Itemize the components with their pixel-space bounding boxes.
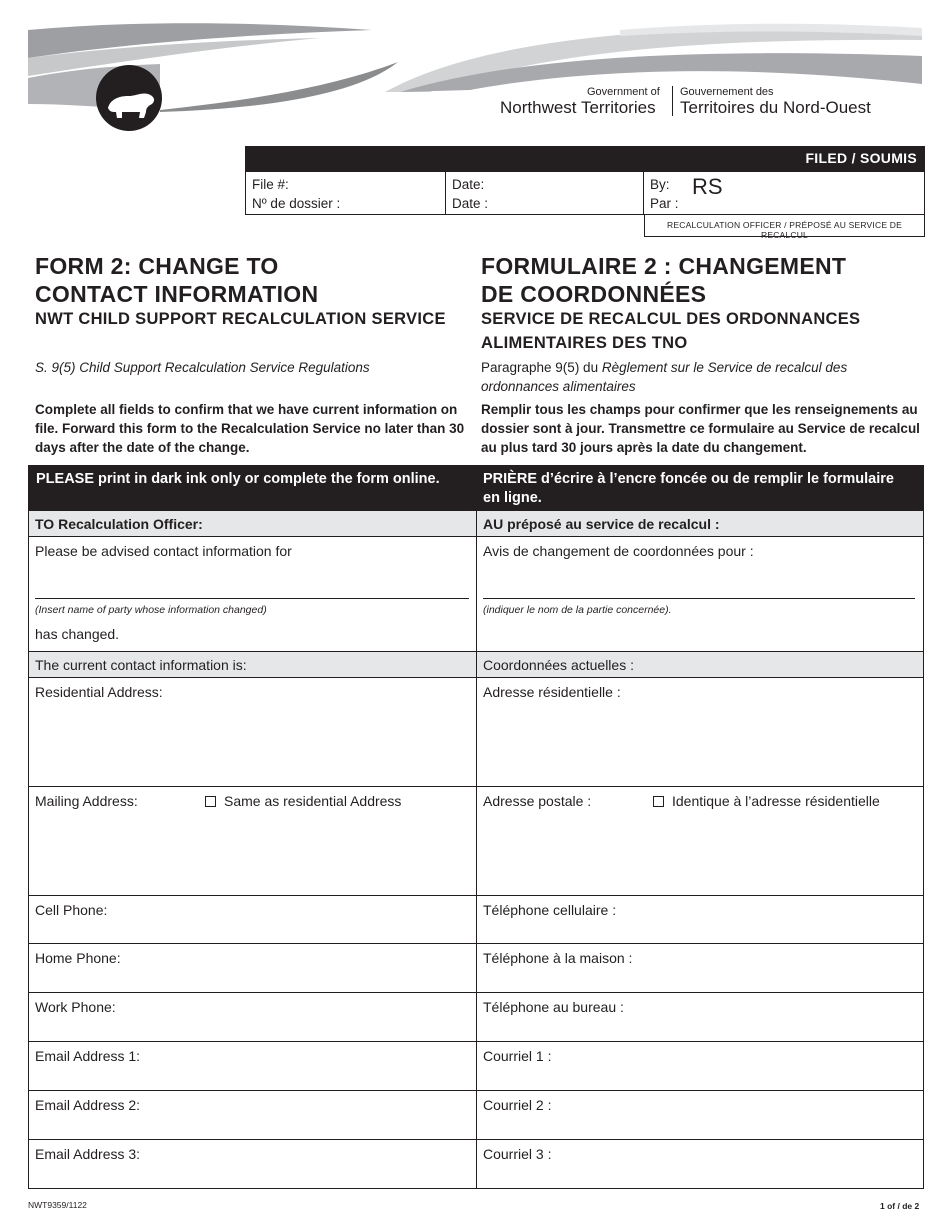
intro-fr-line3: au plus tard 30 jours après la date du changement.	[481, 440, 807, 455]
checkbox-icon	[653, 796, 664, 807]
email3-label-fr: Courriel 3 :	[483, 1146, 552, 1162]
residential-address-field-fr[interactable]	[477, 678, 923, 786]
home-phone-label-en: Home Phone:	[35, 950, 121, 966]
regulation-fr-line1	[481, 358, 847, 377]
mailing-address-field-en[interactable]	[29, 787, 477, 895]
email1-field-fr[interactable]	[477, 1042, 923, 1090]
party-name-input-fr[interactable]	[483, 598, 915, 599]
same-as-residential-label-fr: Identique à l’adresse résidentielle	[672, 793, 880, 809]
mailing-address-field-fr[interactable]	[477, 787, 923, 895]
intro-en-line1: Complete all fields to confirm that we have current information on	[35, 402, 458, 417]
by-label-fr: Par :	[650, 196, 679, 211]
officer-label: RECALCULATION OFFICER / PRÉPOSÉ AU SERVICE DE RECALCUL	[644, 215, 925, 237]
title-en-line1: FORM 2: CHANGE TO	[35, 253, 279, 279]
advised-fr: Avis de changement de coordonnées pour :	[483, 543, 754, 559]
intro-fr-line2: dossier sont à jour. Transmettre ce formulaire au Service de recalcul	[481, 421, 920, 436]
email1-field-en[interactable]	[29, 1042, 477, 1090]
hint-fr: (indiquer le nom de la partie concernée).	[483, 604, 672, 616]
email1-label-en: Email Address 1:	[35, 1048, 141, 1064]
same-as-residential-label-en: Same as residential Address	[224, 793, 402, 809]
gov-fr-small: Gouvernement des	[680, 86, 774, 98]
regulation-fr-italic1: Règlement sur le Service de recalcul des	[601, 360, 848, 375]
work-phone-label-fr: Téléphone au bureau :	[483, 999, 624, 1015]
title-en-line2: CONTACT INFORMATION	[35, 281, 319, 307]
to-officer-en: TO Recalculation Officer:	[29, 511, 477, 536]
residential-address-field-en[interactable]	[29, 678, 477, 786]
party-name-cell-fr	[477, 537, 923, 651]
email3-field-en[interactable]	[29, 1140, 477, 1188]
party-name-cell-en	[29, 537, 477, 651]
instruction-fr	[483, 470, 894, 508]
email3-label-en: Email Address 3:	[35, 1146, 141, 1162]
work-phone-field-fr[interactable]	[477, 993, 923, 1041]
form-code: NWT9359/1122	[28, 1200, 87, 1210]
gov-en-large: Northwest Territories	[500, 98, 656, 117]
file-number-field[interactable]	[246, 172, 446, 214]
residential-address-label-en: Residential Address:	[35, 684, 163, 700]
home-phone-row	[29, 944, 923, 993]
header-banner	[0, 0, 950, 140]
current-info-fr: Coordonnées actuelles :	[483, 657, 634, 673]
regulation-en: S. 9(5) Child Support Recalculation Service Regulations	[35, 360, 370, 375]
work-phone-label-en: Work Phone:	[35, 999, 116, 1015]
residential-address-label-fr: Adresse résidentielle :	[483, 684, 621, 700]
home-phone-field-fr[interactable]	[477, 944, 923, 992]
current-info-row	[29, 652, 923, 678]
email3-field-fr[interactable]	[477, 1140, 923, 1188]
advised-en: Please be advised contact information for	[35, 543, 292, 559]
gov-en-small: Government of	[587, 86, 660, 98]
to-officer-row	[29, 511, 923, 537]
filed-row	[245, 172, 925, 215]
gov-fr-large: Territoires du Nord-Ouest	[680, 98, 871, 117]
cell-phone-field-fr[interactable]	[477, 896, 923, 943]
intro-fr-line1: Remplir tous les champs pour confirmer que les renseignements au	[481, 402, 918, 417]
to-officer-fr: AU préposé au service de recalcul :	[483, 516, 720, 532]
filed-by-field[interactable]	[644, 172, 925, 214]
cell-phone-label-fr: Téléphone cellulaire :	[483, 902, 617, 918]
email2-row	[29, 1091, 923, 1140]
email1-label-fr: Courriel 1 :	[483, 1048, 552, 1064]
home-phone-field-en[interactable]	[29, 944, 477, 992]
home-phone-label-fr: Téléphone à la maison :	[483, 950, 633, 966]
mailing-address-label-en: Mailing Address:	[35, 793, 138, 809]
page-number: 1 of / de 2	[880, 1201, 920, 1211]
date-label-en: Date:	[452, 177, 485, 192]
contact-form-table	[28, 465, 924, 1189]
filed-date-field[interactable]	[446, 172, 644, 214]
subtitle-fr-line1: SERVICE DE RECALCUL DES ORDONNANCES	[481, 310, 861, 328]
polar-bear-icon	[96, 65, 162, 131]
instruction-en: PLEASE print in dark ink only or complete the form online.	[36, 471, 440, 487]
work-phone-field-en[interactable]	[29, 993, 477, 1041]
party-name-input-en[interactable]	[35, 598, 469, 599]
file-label-fr: Nº de dossier :	[252, 196, 341, 211]
cell-phone-field-en[interactable]	[29, 896, 477, 943]
email2-label-en: Email Address 2:	[35, 1097, 141, 1113]
party-name-row	[29, 537, 923, 652]
email2-label-fr: Courriel 2 :	[483, 1097, 552, 1113]
intro-en-line2: file. Forward this form to the Recalculation Service no later than 30	[35, 421, 465, 436]
residential-address-row	[29, 678, 923, 787]
checkbox-icon	[205, 796, 216, 807]
regulation-fr-italic2: ordonnances alimentaires	[481, 379, 636, 394]
hint-en: (Insert name of party whose information changed)	[35, 604, 267, 616]
current-info-en: The current contact information is:	[29, 652, 477, 677]
intro-en-line3: days after the date of the change.	[35, 440, 250, 455]
file-label-en: File #:	[252, 177, 289, 192]
cell-phone-row	[29, 896, 923, 944]
cell-phone-label-en: Cell Phone:	[35, 902, 108, 918]
by-label-en: By:	[650, 177, 670, 192]
filed-by-value: RS	[692, 174, 723, 199]
mailing-address-row	[29, 787, 923, 896]
email2-field-en[interactable]	[29, 1091, 477, 1139]
regulation-fr-prefix: Paragraphe 9(5) du	[481, 360, 602, 375]
title-fr-line2: DE COORDONNÉES	[481, 281, 707, 307]
instruction-fr-line2: en ligne.	[483, 490, 542, 506]
email2-field-fr[interactable]	[477, 1091, 923, 1139]
instruction-bar	[29, 465, 923, 511]
same-as-residential-checkbox-fr[interactable]	[653, 792, 880, 811]
has-changed-text: has changed.	[35, 626, 120, 642]
mailing-address-label-fr: Adresse postale :	[483, 793, 592, 809]
work-phone-row	[29, 993, 923, 1042]
instruction-fr-line1: PRIÈRE d’écrire à l’encre foncée ou de remplir le formulaire	[483, 471, 894, 487]
date-label-fr: Date :	[452, 196, 489, 211]
subtitle-fr-line2: ALIMENTAIRES DES TNO	[481, 334, 688, 352]
email3-row	[29, 1140, 923, 1188]
same-as-residential-checkbox-en[interactable]	[205, 792, 401, 811]
gov-divider	[672, 86, 673, 116]
title-fr-line1: FORMULAIRE 2 : CHANGEMENT	[481, 253, 847, 279]
subtitle-en: NWT CHILD SUPPORT RECALCULATION SERVICE	[35, 310, 446, 328]
filed-header: FILED / SOUMIS	[245, 146, 925, 172]
email1-row	[29, 1042, 923, 1091]
